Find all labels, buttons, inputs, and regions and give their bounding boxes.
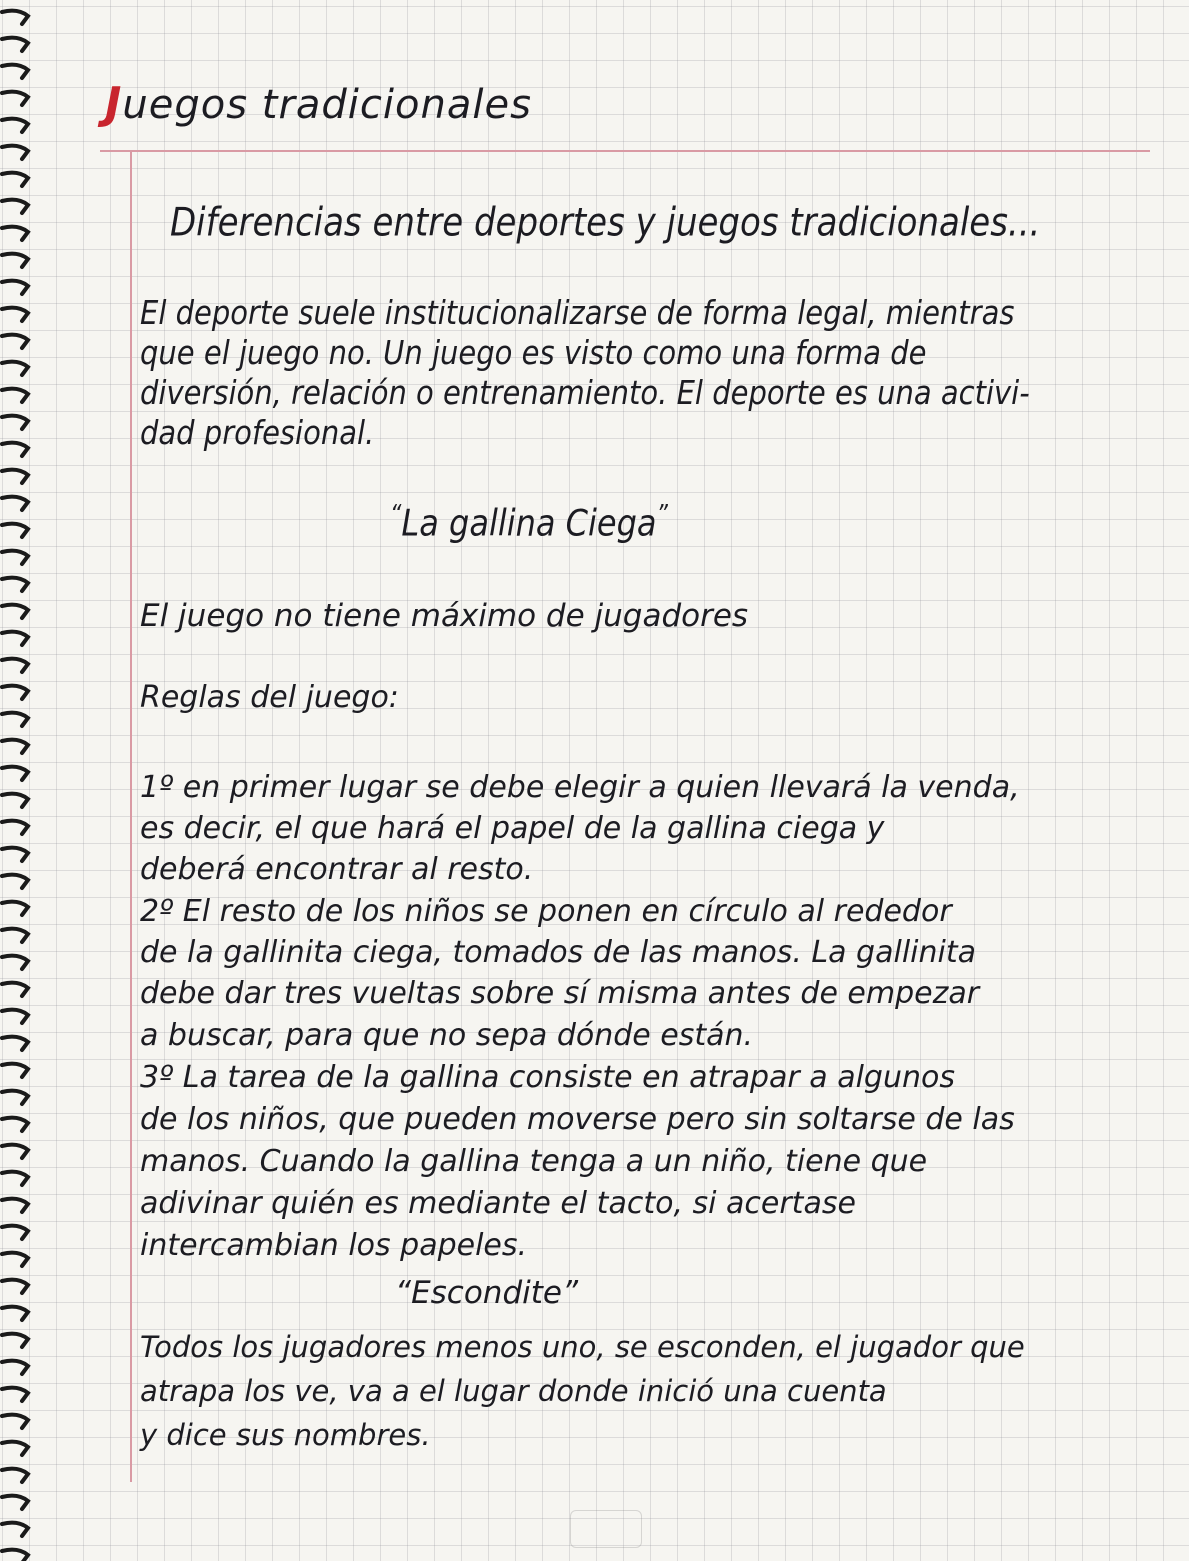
header-margin-line (100, 150, 1150, 152)
spiral-ring (2, 308, 28, 321)
spiral-ring (2, 38, 28, 51)
spiral-ring (2, 200, 28, 213)
rule-line: intercambian los papeles. (140, 1228, 528, 1263)
spiral-ring (2, 1037, 28, 1050)
spiral-ring (2, 956, 28, 969)
spiral-ring (2, 1334, 28, 1347)
rule-line: manos. Cuando la gallina tenga a un niño, tiene que (140, 1144, 928, 1179)
spiral-ring (2, 1118, 28, 1131)
spiral-ring (2, 1469, 28, 1482)
intro-line: diversión, relación o entrenamiento. El deporte es una activi- (140, 374, 1030, 413)
spiral-ring (2, 173, 28, 186)
spiral-ring (2, 416, 28, 429)
rule-line: deberá encontrar al resto. (140, 852, 534, 887)
rule-line: 1º en primer lugar se debe elegir a quien llevará la venda, (140, 770, 1020, 805)
page-footer-mark (570, 1510, 642, 1548)
spiral-ring (2, 1388, 28, 1401)
spiral-ring (2, 1199, 28, 1212)
spiral-ring (2, 632, 28, 645)
rule-line: adivinar quién es mediante el tacto, si acertase (140, 1186, 856, 1221)
spiral-ring (2, 686, 28, 699)
game-title-text: La gallina Ciega (401, 500, 657, 545)
spiral-ring (2, 281, 28, 294)
spiral-ring (2, 362, 28, 375)
rule-line: 2º El resto de los niños se ponen en círculo al rededor (140, 894, 952, 929)
spiral-ring (2, 1091, 28, 1104)
spiral-ring (2, 1415, 28, 1428)
spiral-ring (2, 1523, 28, 1536)
spiral-ring (2, 740, 28, 753)
spiral-ring (2, 983, 28, 996)
spiral-ring (2, 848, 28, 861)
spiral-ring (2, 524, 28, 537)
hide-line: atrapa los ve, va a el lugar donde inició una cuenta (140, 1374, 887, 1408)
spiral-ring (2, 1307, 28, 1320)
spiral-ring (2, 821, 28, 834)
rule-line: de los niños, que pueden moverse pero sin soltarse de las (140, 1102, 1015, 1137)
spiral-ring (2, 1361, 28, 1374)
spiral-ring (2, 1172, 28, 1185)
spiral-ring (2, 119, 28, 132)
spiral-ring (2, 551, 28, 564)
spiral-ring (2, 1442, 28, 1455)
spiral-ring (2, 497, 28, 510)
spiral-ring (2, 875, 28, 888)
title-rest: uegos tradicionales (122, 82, 532, 128)
rule-line: debe dar tres vueltas sobre sí misma antes de empezar (140, 976, 980, 1011)
hide-line: Todos los jugadores menos uno, se esconden, el jugador que (140, 1330, 1025, 1364)
spiral-ring (2, 254, 28, 267)
spiral-ring (2, 227, 28, 240)
spiral-ring (2, 92, 28, 105)
spiral-ring (2, 1496, 28, 1509)
section-heading: Diferencias entre deportes y juegos tradicionales... (170, 200, 1041, 246)
spiral-ring (2, 605, 28, 618)
spiral-ring (2, 1064, 28, 1077)
spiral-ring (2, 1550, 28, 1561)
game-statement: El juego no tiene máximo de jugadores (140, 598, 749, 634)
spiral-ring (2, 470, 28, 483)
intro-line: que el juego no. Un juego es visto como una forma de (140, 334, 927, 373)
spiral-ring (2, 1280, 28, 1293)
spiral-ring (2, 1145, 28, 1158)
spiral-ring (2, 713, 28, 726)
spiral-ring (2, 443, 28, 456)
spiral-ring (2, 1226, 28, 1239)
intro-line: dad profesional. (140, 414, 375, 453)
spiral-ring (2, 65, 28, 78)
intro-line: El deporte suele institucionalizarse de forma legal, mientras (140, 294, 1015, 333)
rule-line: a buscar, para que no sepa dónde están. (140, 1018, 754, 1053)
rule-line: es decir, el que hará el papel de la gallina ciega y (140, 811, 885, 846)
rule-line: 3º La tarea de la gallina consiste en atrapar a algunos (140, 1060, 955, 1095)
hide-title-text: Escondite (411, 1275, 562, 1311)
title-initial: J (105, 78, 123, 129)
spiral-ring (2, 11, 28, 24)
spiral-ring (2, 902, 28, 915)
spiral-binding (0, 0, 34, 1561)
page-title (105, 78, 532, 129)
hide-line: y dice sus nombres. (140, 1418, 431, 1452)
rule-line: de la gallinita ciega, tomados de las manos. La gallinita (140, 935, 976, 970)
spiral-ring (2, 389, 28, 402)
hide-title: “Escondite” (395, 1275, 579, 1311)
rules-heading: Reglas del juego: (140, 680, 399, 715)
left-margin-line (130, 152, 132, 1482)
spiral-ring (2, 929, 28, 942)
spiral-ring (2, 1010, 28, 1023)
spiral-ring (2, 659, 28, 672)
spiral-ring (2, 1253, 28, 1266)
spiral-ring (2, 794, 28, 807)
game-title: “La gallina Ciega” (390, 500, 668, 545)
spiral-ring (2, 578, 28, 591)
spiral-ring (2, 767, 28, 780)
spiral-ring (2, 146, 28, 159)
spiral-ring (2, 335, 28, 348)
